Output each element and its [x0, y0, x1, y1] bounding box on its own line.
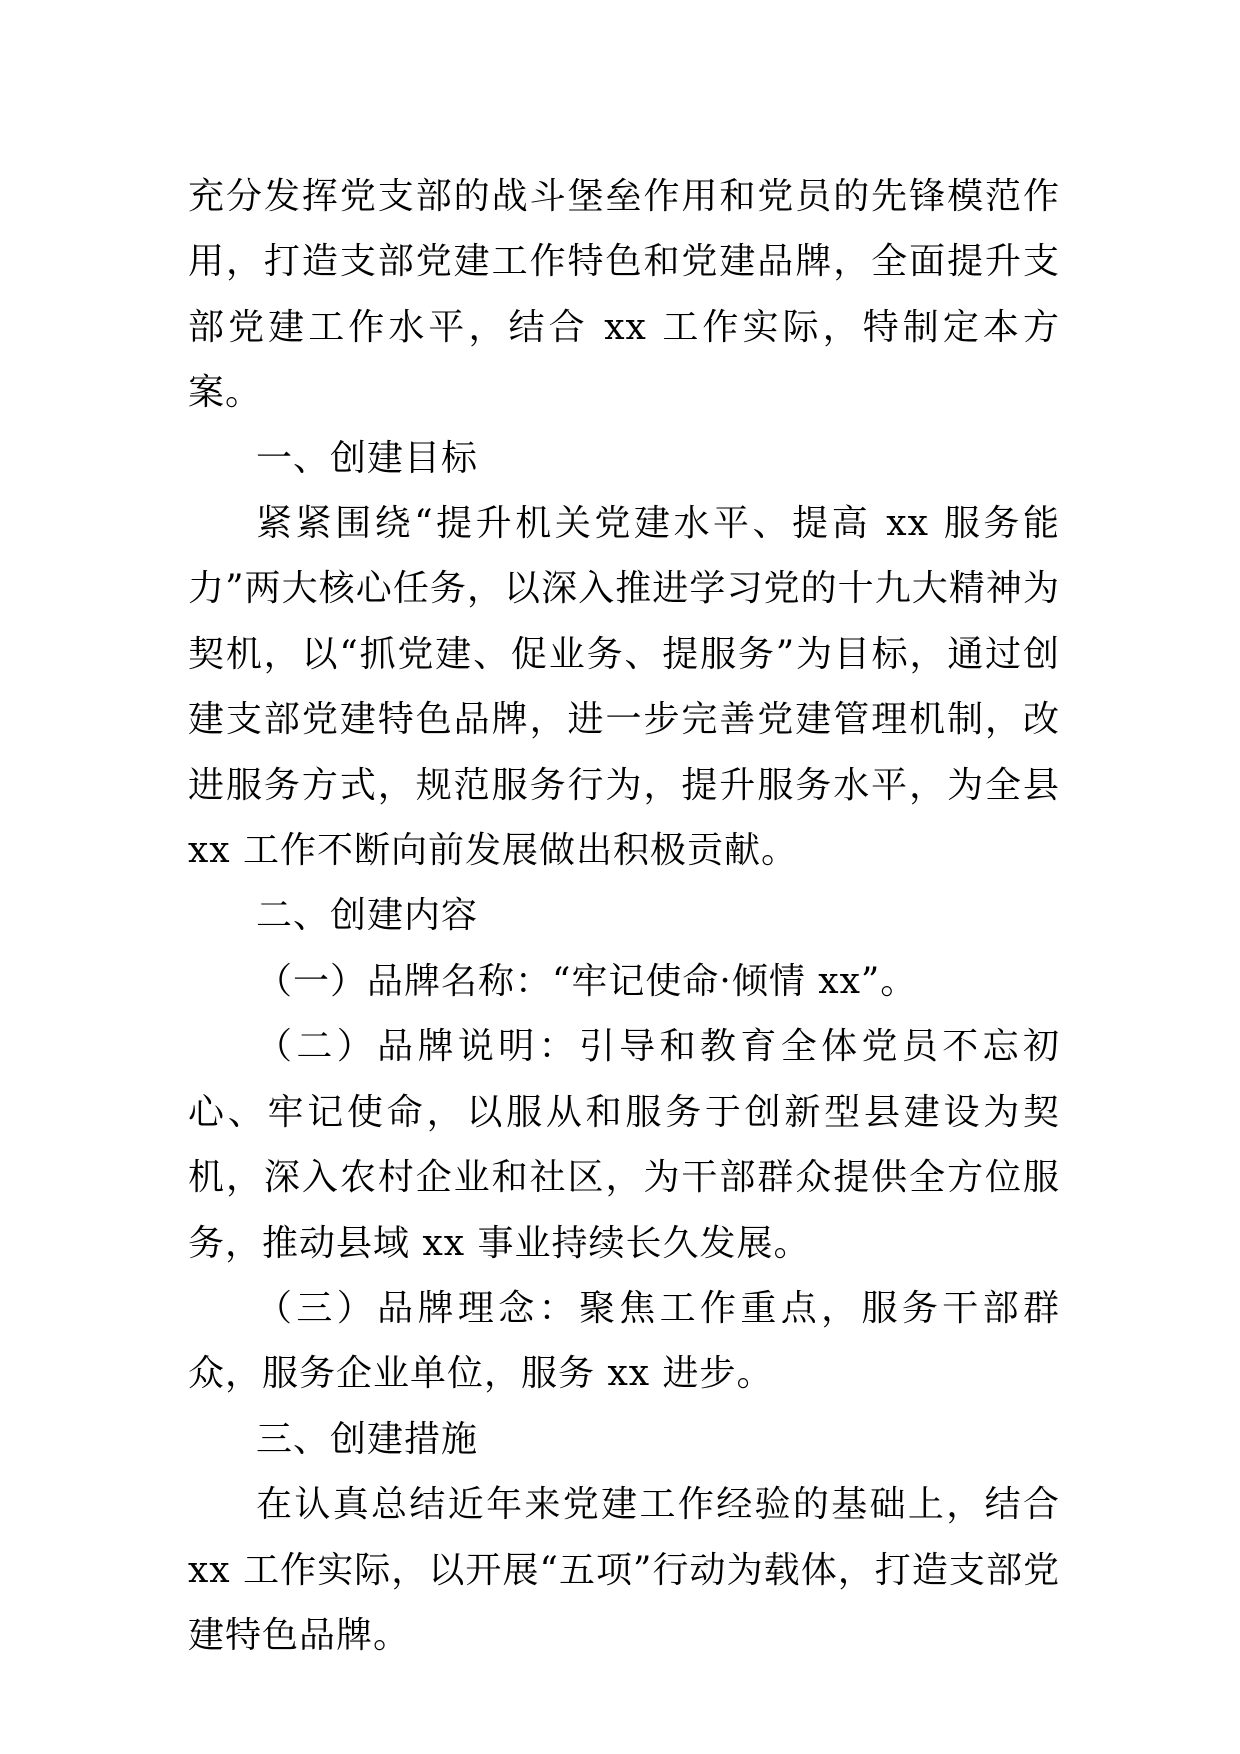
brand-name-paragraph: （一）品牌名称：“牢记使命·倾情 xx”。 — [256, 960, 918, 1002]
document-body — [188, 164, 1060, 1668]
goals-paragraph: 紧紧围绕“提升机关党建水平、提高 xx 服务能力”两大核心任务，以深入推进学习党的十九大精神为契机，以“抓党建、促业务、提服务”为目标，通过创建支部党建特色品牌，进一步完善党建管理机制，改进服务方式，规范服务行为，提升服务水平，为全县 xx 工作不断向前发展做出积极贡献。 — [188, 503, 1060, 872]
section-heading-measures: 三、创建措施 — [256, 1418, 479, 1460]
section-heading-goals: 一、创建目标 — [256, 437, 479, 479]
brand-philosophy-paragraph: （三）品牌理念：聚焦工作重点，服务干部群众，服务企业单位，服务 xx 进步。 — [188, 1287, 1060, 1395]
measures-paragraph: 在认真总结近年来党建工作经验的基础上，结合 xx 工作实际，以开展“五项”行动为载体，打造支部党建特色品牌。 — [188, 1484, 1060, 1656]
section-heading-content: 二、创建内容 — [256, 895, 479, 937]
brand-description-paragraph: （二）品牌说明：引导和教育全体党员不忘初心、牢记使命，以服从和服务于创新型县建设为契机，深入农村企业和社区，为干部群众提供全方位服务，推动县域 xx 事业持续长久发展。 — [188, 1026, 1060, 1264]
intro-paragraph: 充分发挥党支部的战斗堡垒作用和党员的先锋模范作用，打造支部党建工作特色和党建品牌，全面提升支部党建工作水平，结合 xx 工作实际，特制定本方案。 — [188, 176, 1060, 414]
